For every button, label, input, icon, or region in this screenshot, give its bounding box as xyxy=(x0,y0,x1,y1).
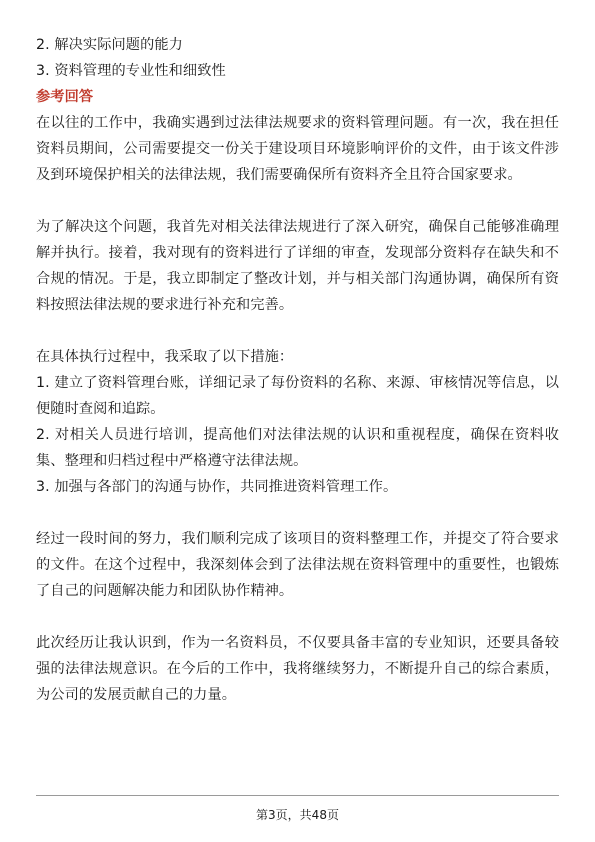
page-content xyxy=(36,32,559,708)
measure-item-2: 2. 对相关人员进行培训，提高他们对法律法规的认识和重视程度，确保在资料收集、整理和归档过程中严格遵守法律法规。 xyxy=(36,427,559,469)
answer-paragraph-4: 经过一段时间的努力，我们顺利完成了该项目的资料整理工作，并提交了符合要求的文件。在这个过程中，我深刻体会到了法律法规在资料管理中的重要性，也锻炼了自己的问题解决能力和团队协作精神。 xyxy=(36,531,559,599)
paragraph-spacer xyxy=(36,188,559,214)
criteria-item-2: 2. 解决实际问题的能力 xyxy=(36,37,183,53)
measure-item-3: 3. 加强与各部门的沟通与协作，共同推进资料管理工作。 xyxy=(36,479,398,495)
page-number: 第3页，共48页 xyxy=(256,808,339,822)
answer-paragraph-2: 为了解决这个问题，我首先对相关法律法规进行了深入研究，确保自己能够准确理解并执行。接着，我对现有的资料进行了详细的审查，发现部分资料存在缺失和不合规的情况。于是，我立即制定了整改计划，并与相关部门沟通协调，确保所有资料按照法律法规的要求进行补充和完善。 xyxy=(36,219,559,313)
paragraph-spacer xyxy=(36,500,559,526)
answer-heading: 参考回答 xyxy=(36,89,94,105)
paragraph-spacer xyxy=(36,604,559,630)
answer-paragraph-5: 此次经历让我认识到，作为一名资料员，不仅要具备丰富的专业知识，还要具备较强的法律法规意识。在今后的工作中，我将继续努力，不断提升自己的综合素质，为公司的发展贡献自己的力量。 xyxy=(36,635,559,703)
answer-paragraph-1: 在以往的工作中，我确实遇到过法律法规要求的资料管理问题。有一次，我在担任资料员期间，公司需要提交一份关于建设项目环境影响评价的文件，由于该文件涉及到环境保护相关的法律法规，我们需要确保所有资料齐全且符合国家要求。 xyxy=(36,115,559,183)
criteria-item-3: 3. 资料管理的专业性和细致性 xyxy=(36,63,226,79)
measures-intro: 在具体执行过程中，我采取了以下措施： xyxy=(36,349,294,365)
paragraph-spacer xyxy=(36,318,559,344)
measure-item-1: 1. 建立了资料管理台账，详细记录了每份资料的名称、来源、审核情况等信息，以便随时查阅和追踪。 xyxy=(36,375,559,417)
footer-divider xyxy=(36,795,559,796)
